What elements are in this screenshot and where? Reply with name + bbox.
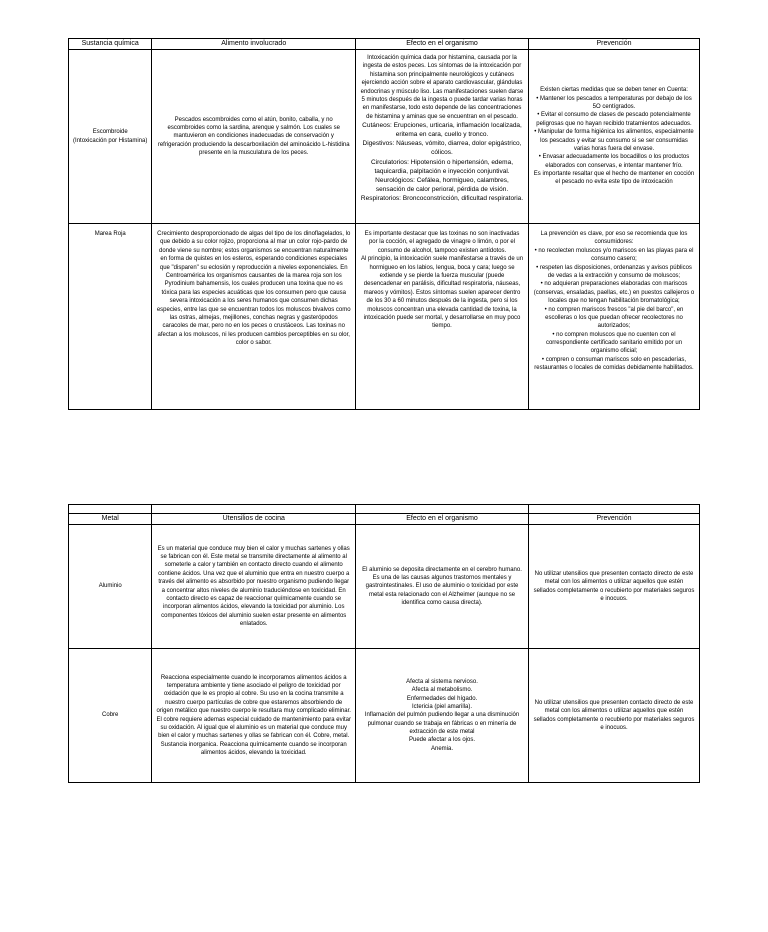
metal-name: Aluminio [69, 525, 152, 649]
effect-cell [356, 50, 529, 224]
header-prevention: Prevención [529, 514, 700, 525]
blank-cell [356, 505, 529, 514]
header-row [69, 39, 700, 50]
effect-paragraph: Inflamación del pulmón pudiendo llegar a una disminución pulmonar cuando se trabaja en fábricas o en minería de extracción de este metal [364, 712, 520, 736]
effect-cell: El aluminio se deposita directamente en el cerebro humano. Es una de las causas algunos trastornos mentales y gastrointestinales. El uso de aluminio o toxicidad por este metal esta relacionado con el Alzheimer (aunque no se identifica como causa directa). [356, 525, 529, 649]
header-metal: Metal [69, 514, 152, 525]
effect-paragraph: Circulatorios: Hipotensión o hipertensión, edema, taquicardia, palpitación e inyección conjuntival. [371, 158, 513, 175]
utensils-cell: Reacciona especialmente cuando le incorporamos alimentos ácidos a temperatura ambiente y tiene asociado el peligro de toxicidad por oxidación que le es propio al cobre. Su uso en la cocina transmite a nuestro cuerpo partículas de cobre que estaremos absorbiendo de origen metálico que nuestro cuerpo le resultara muy complicado eliminar. El cobre requiere ademas especial cuidado de mantenimiento para evitar su oxidación. Al igual que el aluminio es un material que conduce muy bien el calor y muchas sartenes y ollas se fabrican con él. Cobre, metal. Sustancia inorganica. Reacciona químicamente cuando se incorporan alimentos ácidos, elevando la toxicidad. [152, 649, 356, 783]
table-row [69, 50, 700, 224]
prevention-paragraph: • Manipular de forma higiénica los alimentos, especialmente los pescados y evitar su consumo si se ser consumidas varias horas fuera del envase. [534, 129, 694, 152]
effect-cell [356, 649, 529, 783]
effect-paragraph: Neurológicos: Cefálea, hormigueo, calambres, sensación de calor perioral, pérdida de visión. [375, 176, 509, 193]
blank-row [69, 505, 700, 514]
prevention-paragraph: • no adquieran preparaciones elaboradas con mariscos (conservas, ensaladas, paellas, etc.) en puestos callejeros o locales que no tengan habilitación bromatológica; [533, 281, 695, 305]
effect-paragraph: Es importante destacar que las toxinas no son inactivadas por la cocción, el agregado de vinagre o limón, o por el consumo de alcohol, tampoco existen antídotos. [364, 231, 520, 254]
effect-paragraph: Ictericia (piel amarilla). [412, 703, 473, 710]
prevention-paragraph: • respeten las disposiciones, ordenanzas y avisos públicos de vedas a la extracción y consumo de moluscos; [536, 264, 692, 279]
table-row [69, 649, 700, 783]
prevention-cell [529, 50, 700, 224]
header-prevention: Prevención [529, 39, 700, 50]
prevention-paragraph: • no compren mariscos frescos "al pie del barco", en escolleras o los que puedan ofrecer recolectores no autorizados; [544, 306, 684, 330]
prevention-paragraph: La prevención es clave, por eso se recomienda que los consumidores: [540, 231, 688, 246]
prevention-paragraph: • Envasar adecuadamente los bocadillos o los productos elaborados con conservas, e intentar mantener frío. [538, 154, 690, 169]
header-effect: Efecto en el organismo [356, 514, 529, 525]
prevention-paragraph: • Mantener los pescados a temperaturas por debajo de los 5O centígrados. [536, 95, 692, 110]
effect-paragraph: Afecta al sistema nervioso. [406, 678, 478, 685]
header-utensils: Utensilios de cocina [152, 514, 356, 525]
header-effect: Efecto en el organismo [356, 39, 529, 50]
prevention-paragraph: Es importante resaltar que el hecho de mantener en cocción el pescado no evita este tipo de intoxicación [533, 171, 695, 186]
blank-cell [152, 505, 356, 514]
blank-cell [69, 505, 152, 514]
effect-paragraph: Anemia. [431, 745, 454, 752]
prevention-cell: No utilizar utensilios que presenten contacto directo de este metal con los alimentos o utilizar aquellos que estén sellados completamente o recubierto por materiales seguros e inocuos. [529, 525, 700, 649]
effect-paragraph: Al principio, la intoxicación suele manifestarse a través de un hormigueo en los labios, lengua, boca y cara; luego se extiende y se pierde la fuerza muscular (puede desencadenar en parálisis, dificultad respiratoria, náuseas, mareos y vómitos). Estos síntomas suelen aparecer dentro de los 30 a 60 minutos después de la ingesta, pero si los moluscos concentran una elevada cantidad de toxina, la intoxicación puede ser mortal, y desarrollarse en muy poco tiempo. [360, 256, 524, 330]
prevention-cell: No utilizar utensilios que presenten contacto directo de este metal con los alimentos o utilizar aquellos que estén sellados completamente o recubierto por materiales seguros e inocuos. [529, 649, 700, 783]
prevention-paragraph: Existen ciertas medidas que se deben tener en Cuenta: [540, 87, 688, 94]
metal-utensils-table [68, 504, 700, 783]
metal-name: Cobre [69, 649, 152, 783]
prevention-cell [529, 224, 700, 410]
header-row [69, 514, 700, 525]
header-substance: Sustancia química [69, 39, 152, 50]
effect-paragraph: Afecta al metabolismo. [411, 687, 473, 694]
header-food: Alimento involucrado [152, 39, 356, 50]
toxic-substances-table [68, 38, 700, 410]
effect-paragraph: Puede afectar a los ojos. [408, 737, 476, 744]
substance-name: Marea Roja [69, 224, 152, 410]
effect-cell [356, 224, 529, 410]
effect-paragraph: Respiratorios: Broncoconstricción, dificultad respiratoria. [360, 194, 524, 202]
table-row [69, 525, 700, 649]
effect-paragraph: Cutáneos: Erupciones, urticaria, inflamación localizada, eritema en cara, cuello y tronco. [362, 122, 522, 139]
effect-paragraph: Intoxicación química dada por histamina, causada por la ingesta de estos peces. Los síntomas de la intoxicación por histamina son principalmente neurológicos y cutáneos ejerciendo acción sobre el aparato cardiovascular, glándulas endocrinas y músculo liso. Las manifestaciones suelen darse 5 minutos después de la ingesta o puede tardar varias horas en manifestarse, todo esto depende de las concentraciones de histamina y aminas que se encuentran en el pescado. [360, 55, 524, 120]
prevention-paragraph: • Evitar el consumo de clases de pescado potencialmente peligrosas que no hayan recibido tratamientos adecuados. [536, 112, 692, 127]
prevention-paragraph: • no recolecten moluscos y/o mariscos en las playas para el consumo casero; [534, 247, 694, 263]
blank-cell [529, 505, 700, 514]
table-row [69, 224, 700, 410]
effect-paragraph: Digestivos: Náuseas, vómito, diarrea, dolor epigástrico, cólicos. [362, 140, 522, 157]
prevention-paragraph: • no compren moluscos que no cuenten con el correspondiente certificado sanitario emitido por un organismo oficial; [545, 331, 683, 355]
utensils-cell: Es un material que conduce muy bien el calor y muchas sartenes y ollas se fabrican con él. Este metal se transmite directamente al alimento al someterle a calor y también en contacto directo cuando el alimento contiene ácidos. Una vez que el aluminio que entra en nuestro cuerpo a través del alimento es absorbido por nuestro organismo pudiendo llegar a concentrar altos niveles de aluminio traduciéndose en toxicidad. En contacto directo es capaz de reaccionar químicamente cuando se incorporan alimentos ácidos, elevando la toxicidad por aluminio. Los componentes tóxicos del aluminio suelen estar presente en alimentos enlatados. [152, 525, 356, 649]
food-cell: Pescados escombroides como el atún, bonito, caballa, y no escombroides como la sardina, arenque y salmón. Los cuales se mantuvieron en condiciones inadecuadas de conservación y refrigeración produciendo la descarboxilación del aminoácido L-histidina presente en la musculatura de los peces. [152, 50, 356, 224]
food-cell: Crecimiento desproporcionado de algas del tipo de los dinoflagelados, lo que debido a su color rojizo, proporciona al mar un color rojo-pardo de donde viene su nombre; estos organismos se encuentran naturalmente en forma de quistes en los esteros, esperando condiciones especiales que "disparen" su eclosión y reproducción a niveles exponenciales. En Centroamérica los organismos causantes de la marea roja son los Pyrodinium bahamensis, los cuales producen una toxina que no es tóxica para las especies acuáticas que los consumen pero que causa severa intoxicación a los seres humanos que consumen dichas especies, entre las que se encuentran todos los moluscos bivalvos como las ostras, almejas, mejillones, conchas negras y gasterópodos caracoles de mar, pero no en los peces o crustáceos. Las toxinas no afectan a los moluscos, ni les producen cambios perceptibles en su olor, color o sabor. [152, 224, 356, 410]
effect-paragraph: Enfermedades del hígado. [406, 695, 478, 702]
prevention-paragraph: • compren o consuman mariscos solo en pescaderías, restaurantes o locales de comidas debidamente habilitados. [534, 356, 694, 372]
substance-name: Escombroide (Intoxicación por Histamina) [69, 50, 152, 224]
